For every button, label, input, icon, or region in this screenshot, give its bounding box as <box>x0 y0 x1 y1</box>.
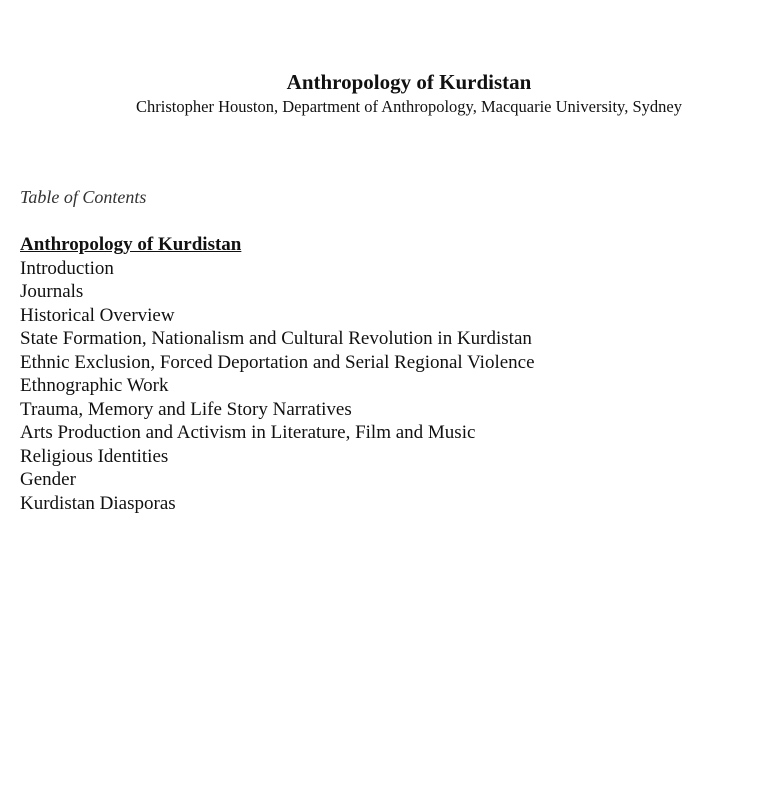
toc-item[interactable]: Gender <box>20 469 76 490</box>
toc-item[interactable]: Ethnic Exclusion, Forced Deportation and Serial Regional Violence <box>20 351 535 373</box>
toc-item[interactable]: Kurdistan Diasporas <box>20 492 176 514</box>
toc-item[interactable]: Trauma, Memory and Life Story Narratives <box>20 398 352 420</box>
toc-item[interactable]: Historical Overview <box>20 304 175 326</box>
toc-item[interactable]: Introduction <box>20 257 114 279</box>
table-of-contents-label: Table of Contents <box>20 187 147 207</box>
toc-item[interactable]: Ethnographic Work <box>20 375 169 396</box>
toc-item[interactable]: Religious Identities <box>20 445 169 467</box>
document-author-affiliation: Christopher Houston, Department of Anthropology, Macquarie University, Sydney <box>136 97 682 116</box>
toc-item[interactable]: Journals <box>20 281 84 302</box>
toc-heading-link[interactable]: Anthropology of Kurdistan <box>20 234 242 255</box>
table-of-contents <box>20 233 535 515</box>
toc-item[interactable]: Arts Production and Activism in Literature, Film and Music <box>20 422 476 443</box>
document-title: Anthropology of Kurdistan <box>286 70 532 94</box>
toc-item[interactable]: State Formation, Nationalism and Cultural Revolution in Kurdistan <box>20 328 532 349</box>
